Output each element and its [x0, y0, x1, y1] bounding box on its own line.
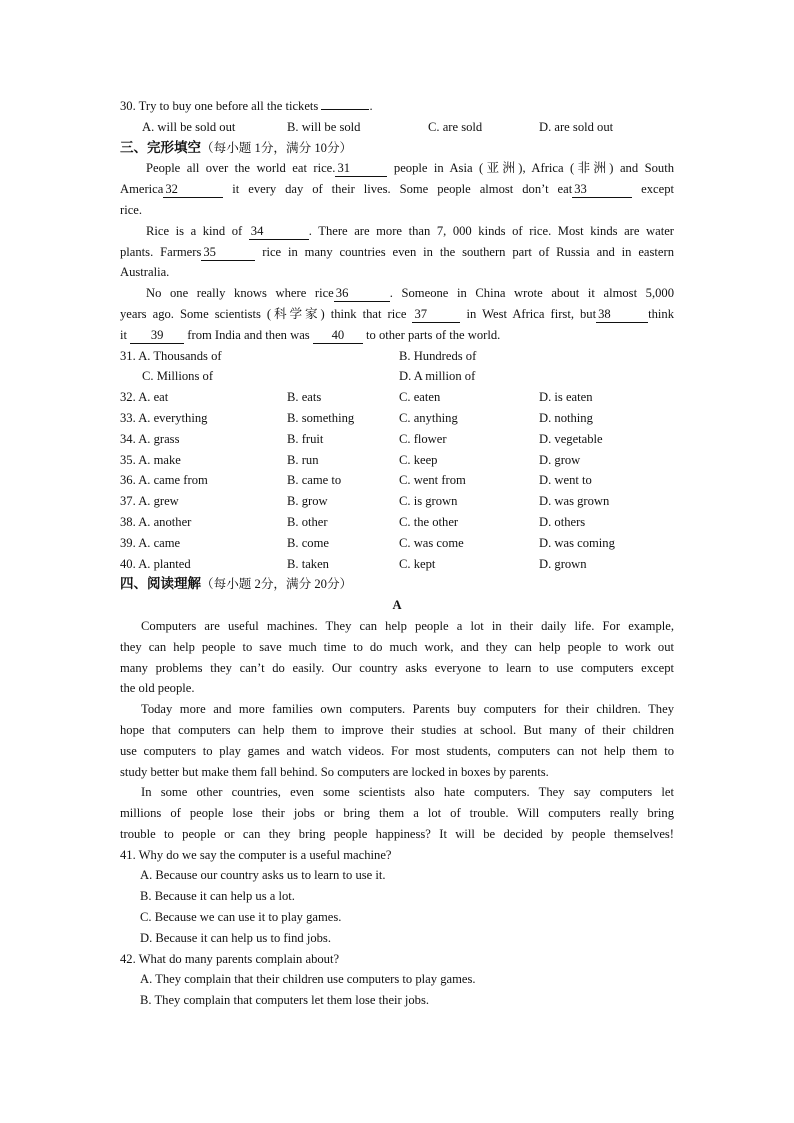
option-b: B. came to: [287, 473, 342, 488]
option-d: D. A million of: [399, 369, 476, 384]
option-c: C. keep: [399, 452, 438, 467]
option-d: D. vegetable: [539, 431, 603, 446]
option-c: C. was come: [399, 535, 464, 550]
cloze-line: [120, 158, 674, 179]
passage-label: A: [392, 598, 402, 613]
option-row-32: [120, 387, 674, 408]
cloze-text: People all over the world eat rice.: [146, 161, 336, 176]
option-a: A. They complain that their children use computers to play games.: [140, 972, 476, 987]
cloze-options: [120, 346, 674, 575]
section-4-title: 四、阅读理解: [120, 576, 201, 593]
question-30: [120, 96, 674, 117]
option-a: 38. A. another: [120, 514, 192, 529]
section-4-note: （每小题 2分，满分 20分）: [201, 577, 353, 592]
option-row-37: [120, 491, 674, 512]
blank-33: 33: [572, 181, 632, 198]
blank-31: 31: [335, 160, 387, 177]
option-a: A. will be sold out: [142, 119, 236, 134]
cloze-passage: [120, 158, 674, 345]
blank-34: 34: [249, 223, 309, 240]
option-d: D. nothing: [539, 410, 593, 425]
option-c: C. Because we can use it to play games.: [140, 910, 342, 925]
option-c: C. Millions of: [142, 369, 214, 384]
option-a: 34. A. grass: [120, 431, 180, 446]
option-row-35: [120, 450, 674, 471]
blank-36: 36: [334, 285, 390, 302]
option-b: B. fruit: [287, 431, 324, 446]
reading-line: hope that computers can help them to improve their studies at school. But many of their children: [120, 722, 674, 737]
question-30-stem: 30. Try to buy one before all the tickets: [120, 99, 319, 113]
option-c: C. kept: [399, 556, 436, 571]
option-b: B. eats: [287, 390, 322, 405]
cloze-text: to other parts of the world.: [362, 327, 501, 342]
blank-38: 38: [596, 306, 648, 323]
option-c: C. are sold: [428, 119, 483, 134]
option-b: B. run: [287, 452, 319, 467]
cloze-line: [120, 179, 674, 200]
cloze-text: No one really knows where rice: [146, 286, 334, 301]
cloze-text: rice.: [120, 202, 143, 217]
option-b: B. taken: [287, 556, 329, 571]
option-b: B. something: [287, 410, 355, 425]
option-row-39: [120, 533, 674, 554]
cloze-text: people in Asia (亚洲), Africa (非洲) and South: [387, 161, 674, 176]
option-b: B. other: [287, 514, 328, 529]
section-3-heading: [120, 138, 674, 159]
reading-line: use computers to play games and watch videos. For most students, computers can not help them to: [120, 743, 674, 758]
answer-blank: [321, 109, 369, 110]
option-a: 40. A. planted: [120, 556, 191, 571]
section-3-note: （每小题 1分，满分 10分）: [201, 140, 353, 155]
cloze-text: years ago. Some scientists (科学家) think that rice: [120, 306, 413, 321]
option-a: 35. A. make: [120, 452, 181, 467]
section-3-title: 三、完形填空: [120, 139, 201, 156]
reading-line: many problems they can’t do easily. Our country asks everyone to learn to use computers except: [120, 660, 674, 675]
option-d: D. went to: [539, 473, 592, 488]
blank-32: 32: [163, 181, 223, 198]
cloze-text: it: [120, 327, 131, 342]
option-a: 37. A. grew: [120, 494, 179, 509]
option-c: C. anything: [399, 410, 458, 425]
cloze-line: [120, 283, 674, 304]
cloze-line: [120, 325, 674, 346]
cloze-line: [120, 242, 674, 263]
cloze-text: Rice is a kind of: [146, 223, 249, 238]
reading-line: millions of people lose their jobs or bring them a lot of trouble. Will computers really bring: [120, 806, 674, 821]
cloze-line: [120, 200, 674, 221]
option-a: 36. A. came from: [120, 473, 208, 488]
cloze-line: [120, 304, 674, 325]
reading-line: In some other countries, even some scientists also hate computers. They say computers let: [141, 785, 674, 800]
option-c: C. the other: [399, 514, 459, 529]
exam-page: [120, 96, 674, 1011]
cloze-text: Australia.: [120, 265, 170, 280]
option-a: 31. A. Thousands of: [120, 348, 222, 363]
option-b: B. They complain that computers let them lose their jobs.: [140, 993, 430, 1008]
option-row-34: [120, 429, 674, 450]
cloze-text: . Someone in China wrote about it almost 5,000: [389, 286, 675, 301]
blank-35: 35: [201, 244, 255, 261]
option-c: C. is grown: [399, 494, 458, 509]
question-30-stem-end: .: [369, 99, 373, 113]
reading-line: study better but make them fall behind. So computers are locked in boxes by parents.: [120, 764, 549, 779]
option-d: D. is eaten: [539, 390, 593, 405]
cloze-text: it every day of their lives. Some people almost don’t eat: [223, 182, 573, 197]
option-row-40: [120, 554, 674, 575]
cloze-text: rice in many countries even in the southern part of Russia and in eastern: [255, 244, 674, 259]
option-d: D. are sold out: [539, 119, 614, 134]
blank-40: 40: [313, 327, 363, 344]
cloze-line: [120, 262, 674, 283]
question-41: 41. Why do we say the computer is a useful machine?: [120, 847, 392, 862]
section-4-heading: [120, 574, 674, 595]
option-c: C. flower: [399, 431, 447, 446]
option-d: D. others: [539, 514, 586, 529]
cloze-text: from India and then was: [184, 327, 313, 342]
question-30-options: [120, 117, 674, 138]
option-c: C. eaten: [399, 390, 441, 405]
cloze-text: . There are more than 7, 000 kinds of rice. Most kinds are water: [308, 223, 674, 238]
reading-line: Computers are useful machines. They can help people a lot in their daily life. For example,: [141, 618, 674, 633]
cloze-text: America: [120, 182, 164, 197]
option-c: C. went from: [399, 473, 466, 488]
cloze-text: plants. Farmers: [120, 244, 202, 259]
reading-line: Today more and more families own computers. Parents buy computers for their children. They: [141, 702, 674, 717]
option-a: A. Because our country asks us to learn to use it.: [140, 868, 386, 883]
option-row-38: [120, 512, 674, 533]
option-b: B. Hundreds of: [399, 348, 477, 363]
option-b: B. Because it can help us a lot.: [140, 889, 295, 904]
blank-39: 39: [130, 327, 184, 344]
cloze-text: except: [632, 182, 675, 197]
option-row-33: [120, 408, 674, 429]
option-row-31b: [120, 366, 674, 387]
option-row-31: [120, 346, 674, 367]
option-b: B. grow: [287, 494, 328, 509]
cloze-text: in West Africa first, but: [460, 306, 597, 321]
option-d: D. was coming: [539, 535, 615, 550]
option-d: D. Because it can help us to find jobs.: [140, 930, 331, 945]
question-42: 42. What do many parents complain about?: [120, 951, 340, 966]
option-d: D. was grown: [539, 494, 610, 509]
option-row-36: [120, 470, 674, 491]
option-d: D. grow: [539, 452, 581, 467]
cloze-line: [120, 221, 674, 242]
option-a: 32. A. eat: [120, 390, 169, 405]
option-b: B. come: [287, 535, 329, 550]
cloze-text: think: [648, 306, 674, 321]
option-a: 39. A. came: [120, 535, 181, 550]
reading-line: trouble to people or can they bring people happiness? It will be decided by people themselves!: [120, 826, 674, 841]
option-a: 33. A. everything: [120, 410, 208, 425]
reading-line: they can help people to save much time to do much work, and they can help people to work out: [120, 639, 674, 654]
reading-passage: [120, 616, 674, 845]
option-b: B. will be sold: [287, 119, 361, 134]
option-d: D. grown: [539, 556, 587, 571]
reading-line: the old people.: [120, 681, 195, 696]
blank-37: 37: [412, 306, 460, 323]
